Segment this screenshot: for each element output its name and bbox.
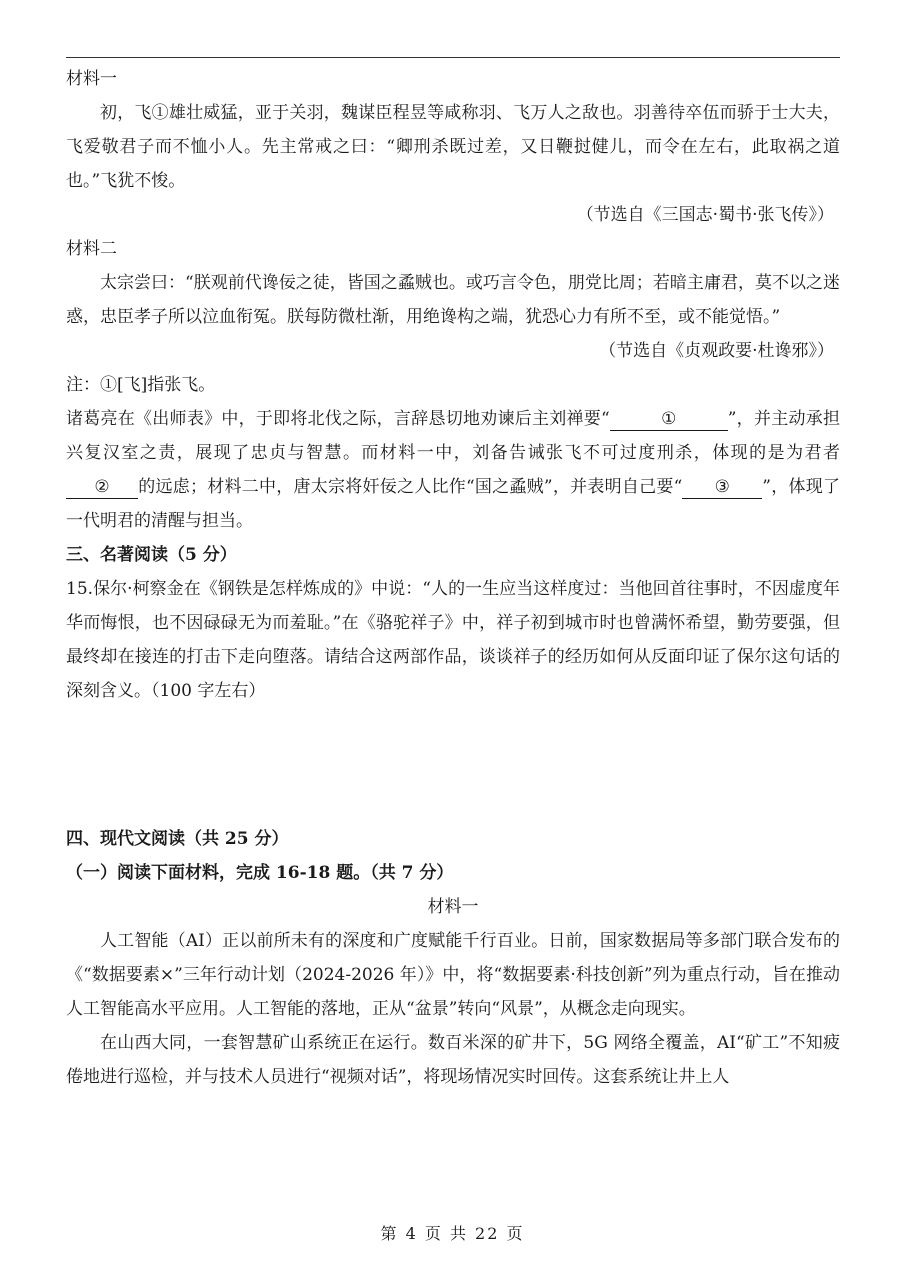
answer-blank-1[interactable]: ① xyxy=(610,408,728,431)
material2-heading: 材料二 xyxy=(66,239,117,259)
section4-material-heading: 材料一 xyxy=(427,897,479,917)
question-14 xyxy=(66,402,840,538)
material1-source: （节选自《三国志·蜀书·张飞传》） xyxy=(576,205,834,225)
section4-subtitle: （一）阅读下面材料，完成 16-18 题。（共 7 分） xyxy=(66,863,454,883)
material1-heading: 材料一 xyxy=(66,69,117,89)
section4-para-1: 人工智能（AI）正以前所未有的深度和广度赋能千行百业。日前，国家数据局等多部门联合发布的《“数据要素×”三年行动计划（2024-2026 年）》中，将“数据要素·科技创新”列为重点行动，旨在推动人工智能高水平应用。人工智能的落地，正从“盆景”转向“风景”，从概念走向现实。 xyxy=(66,931,840,1019)
material2-source: （节选自《贞观政要·杜谗邪》） xyxy=(599,341,834,361)
header-rule xyxy=(66,57,840,58)
q14-text-1: 诸葛亮在《出师表》中，于即将北伐之际，言辞恳切地劝谏后主刘禅要“ xyxy=(66,409,610,429)
q14-text-3: 的远虑；材料二中，唐太宗将奸佞之人比作“国之蟊贼”，并表明自己要“ xyxy=(138,477,683,497)
answer-space[interactable] xyxy=(66,708,840,822)
answer-blank-2[interactable]: ② xyxy=(66,476,138,499)
section4-para-2: 在山西大同，一套智慧矿山系统正在运行。数百米深的矿井下，5G 网络全覆盖，AI“矿工”不知疲倦地进行巡检，并与技术人员进行“视频对话”，将现场情况实时回传。这套系统让井上人 xyxy=(66,1033,840,1087)
page-content xyxy=(66,62,840,1094)
annotation-note: 注：①[飞]指张飞。 xyxy=(66,375,216,395)
answer-blank-3[interactable]: ③ xyxy=(682,476,762,499)
q14-text-4: ”，体现了一代明君的清醒与担当。 xyxy=(66,477,840,531)
material2-text: 太宗尝曰：“朕观前代谗佞之徒，皆国之蟊贼也。或巧言令色，朋党比周；若暗主庸君，莫不以之迷惑，忠臣孝子所以泣血衔冤。朕每防微杜渐，用绝谗构之端，犹恐心力有所不至，或不能觉悟。” xyxy=(66,273,840,327)
section3-title: 三、名著阅读（5 分） xyxy=(66,545,237,565)
question-15: 15.保尔·柯察金在《钢铁是怎样炼成的》中说：“人的一生应当这样度过：当他回首往事时，不因虚度年华而悔恨，也不因碌碌无为而羞耻。”在《骆驼祥子》中，祥子初到城市时也曾满怀希望，勤劳要强，但最终却在接连的打击下走向堕落。请结合这两部作品，谈谈祥子的经历如何从反面印证了保尔这句话的深刻含义。（100 字左右） xyxy=(66,579,840,701)
section4-title: 四、现代文阅读（共 25 分） xyxy=(66,829,289,849)
page-footer: 第 4 页 共 22 页 xyxy=(380,1224,525,1243)
q14-text-2: ”，并主动承担兴复汉室之责，展现了忠贞与智慧。而材料一中，刘备告诫张飞不可过度刑杀，体现的是为君者 xyxy=(66,409,840,463)
material1-text: 初，飞①雄壮威猛，亚于关羽，魏谋臣程昱等咸称羽、飞万人之敌也。羽善待卒伍而骄于士大夫，飞爱敬君子而不恤小人。先主常戒之曰：“卿刑杀既过差，又日鞭挝健儿，而令在左右，此取祸之道也。”飞犹不悛。 xyxy=(66,103,840,191)
